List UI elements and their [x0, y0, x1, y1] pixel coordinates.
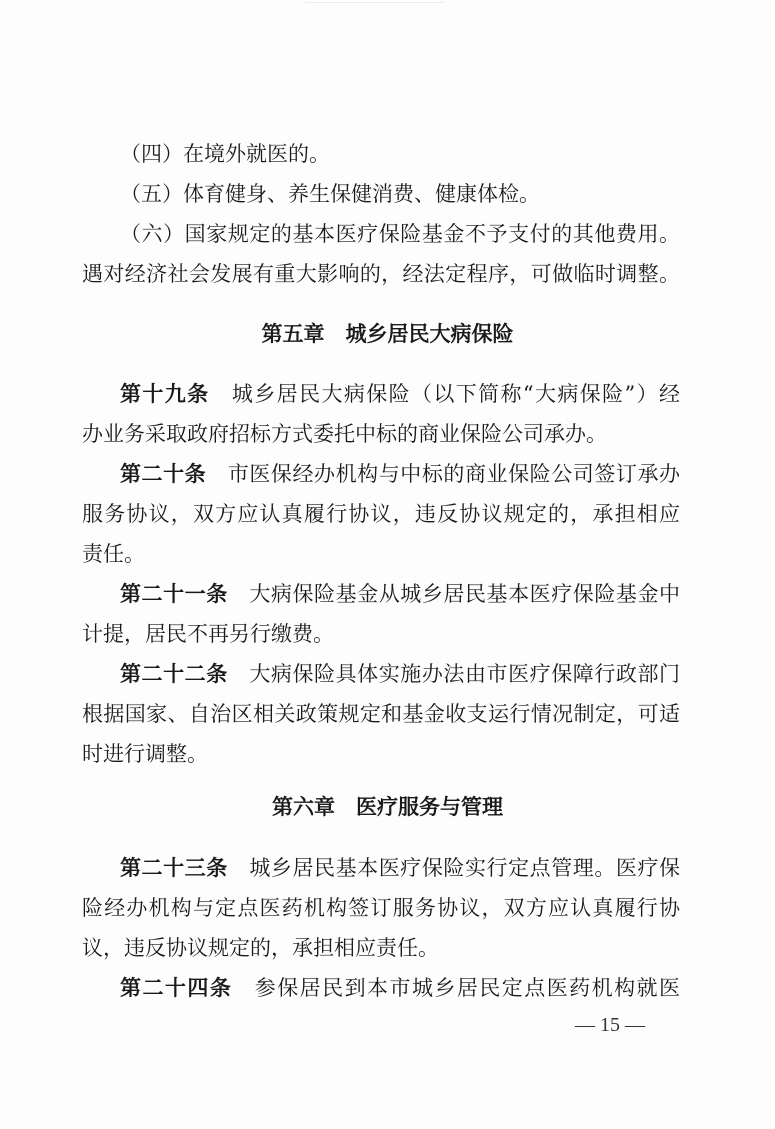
page-number: — 15 — [575, 1014, 645, 1036]
list-item-4: （四）在境外就医的。 [120, 142, 330, 166]
article-22-line-2: 根据国家、自治区相关政策规定和基金收支运行情况制定，可适 [82, 702, 680, 726]
article-23-line-1 [120, 848, 680, 888]
closing-paragraph: 遇对经济社会发展有重大影响的，经法定程序，可做临时调整。 [82, 262, 680, 286]
article-20-line-2: 服务协议，双方应认真履行协议，违反协议规定的，承担相应 [82, 502, 680, 526]
article-20-line-1 [120, 454, 680, 494]
article-19-line-2: 办业务采取政府招标方式委托中标的商业保险公司承办。 [82, 422, 607, 446]
article-21-label: 第二十一条 [120, 582, 228, 606]
chapter-6-title: 第六章 医疗服务与管理 [272, 795, 503, 819]
article-23-label: 第二十三条 [120, 856, 228, 880]
article-21-line-1 [120, 574, 680, 614]
article-19-text-1: 城乡居民大病保险（以下简称“大病保险”）经 [231, 382, 681, 406]
article-23-text-1: 城乡居民基本医疗保险实行定点管理。医疗保 [249, 856, 681, 880]
article-24-label: 第二十四条 [120, 976, 233, 1000]
article-20-line-3: 责任。 [82, 542, 145, 566]
chapter-5-title: 第五章 城乡居民大病保险 [261, 322, 514, 346]
article-23-line-2: 险经办机构与定点医药机构签订服务协议，双方应认真履行协 [82, 896, 680, 920]
article-22-text-1: 大病保险具体实施办法由市医疗保障行政部门 [249, 662, 681, 686]
article-24-line-1 [120, 968, 680, 1008]
article-21-line-2: 计提，居民不再另行缴费。 [82, 622, 334, 646]
article-21-text-1: 大病保险基金从城乡居民基本医疗保险基金中 [249, 582, 681, 606]
list-item-6: （六）国家规定的基本医疗保险基金不予支付的其他费用。 [120, 222, 680, 246]
article-20-text-1: 市医保经办机构与中标的商业保险公司签订承办 [227, 462, 681, 486]
article-22-label: 第二十二条 [120, 662, 228, 686]
article-19-line-1 [120, 374, 680, 414]
article-19-label: 第十九条 [120, 382, 210, 406]
article-23-line-3: 议，违反协议规定的，承担相应责任。 [82, 936, 439, 960]
article-24-text-1: 参保居民到本市城乡居民定点医药机构就医 [254, 976, 681, 1000]
article-20-label: 第二十条 [120, 462, 207, 486]
article-22-line-1 [120, 654, 680, 694]
list-item-5: （五）体育健身、养生保健消费、健康体检。 [120, 182, 540, 206]
article-22-line-3: 时进行调整。 [82, 742, 208, 766]
bleed-through-mark [305, 2, 445, 11]
